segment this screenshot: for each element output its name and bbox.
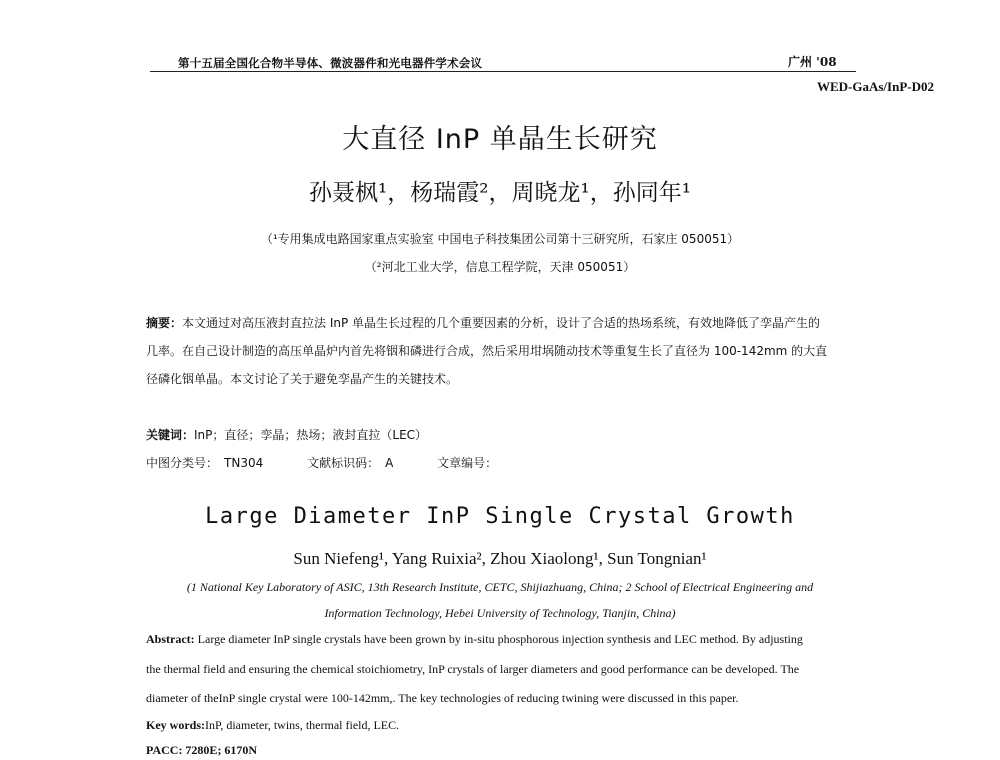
affiliation-chinese-1: （¹专用集成电路国家重点实验室 中国电子科技集团公司第十三研究所，石家庄 050051） [260,232,740,246]
article-number-label: 文章编号： [437,456,498,470]
abstract-chinese-label: 摘要： [146,316,183,330]
doc-code-value: A [385,456,394,470]
title-english: Large Diameter InP Single Crystal Growth [205,504,795,529]
affiliation-english-2: Information Technology, Hebei University of Technology, Tianjin, China) [324,606,676,620]
abstract-chinese-line-3: 径磷化铟单晶。本文讨论了关于避免孪晶产生的关键技术。 [146,372,459,386]
keywords-chinese-label: 关键词： [146,428,195,442]
authors-english: Sun Niefeng¹, Yang Ruixia², Zhou Xiaolong¹, Sun Tongnian¹ [293,549,707,568]
classification-row [146,454,497,471]
keywords-english-label: Key words: [146,718,205,732]
location-year: 广州 '08 [788,55,837,69]
title-chinese: 大直径 InP 单晶生长研究 [342,124,658,155]
keywords-chinese-value: InP；直径；孪晶；热场；液封直拉（LEC） [194,428,428,442]
keywords-english [146,718,399,733]
paper-code: WED-GaAs/InP-D02 [816,79,934,94]
abstract-chinese-line-2: 几率。在自己设计制造的高压单晶炉内首先将铟和磷进行合成，然后采用坩埚随动技术等重复生长了直径为 100-142mm 的大直 [146,344,828,358]
authors-chinese: 孙聂枫¹，杨瑞霞²，周晓龙¹，孙同年¹ [309,180,691,206]
doc-code-label: 文献标识码： [307,456,380,470]
abstract-english-text-1: Large diameter InP single crystals have been grown by in-situ phosphorous injection synthesis and LEC method. By adjusting [194,632,803,646]
affiliation-chinese-2: （²河北工业大学，信息工程学院，天津 050051） [364,260,636,274]
abstract-chinese-text-1: 本文通过对高压液封直拉法 InP 单晶生长过程的几个重要因素的分析，设计了合适的热场系统，有效地降低了孪晶产生的 [182,316,821,330]
conference-name: 第十五届全国化合物半导体、微波器件和光电器件学术会议 [178,56,483,70]
abstract-english-label: Abstract: [146,632,195,646]
abstract-chinese-line-1 [146,314,820,331]
abstract-english-line-1 [146,632,803,647]
affiliation-english-1: (1 National Key Laboratory of ASIC, 13th Research Institute, CETC, Shijiazhuang, China; 2 School of Electrical Engineering and [186,580,814,594]
keywords-chinese [146,426,427,443]
abstract-english-line-3: diameter of theInP single crystal were 100-142mm,. The key technologies of reducing twining were discussed in this paper. [146,691,739,705]
clc-label: 中图分类号： [146,456,219,470]
pacc-codes: PACC: 7280E; 6170N [146,743,258,757]
clc-value: TN304 [224,456,264,470]
abstract-english-line-2: the thermal field and ensuring the chemical stoichiometry, InP crystals of larger diameters and good performance can be developed. The [146,662,800,676]
keywords-english-value: InP, diameter, twins, thermal field, LEC. [205,718,400,732]
header-rule [150,71,856,72]
